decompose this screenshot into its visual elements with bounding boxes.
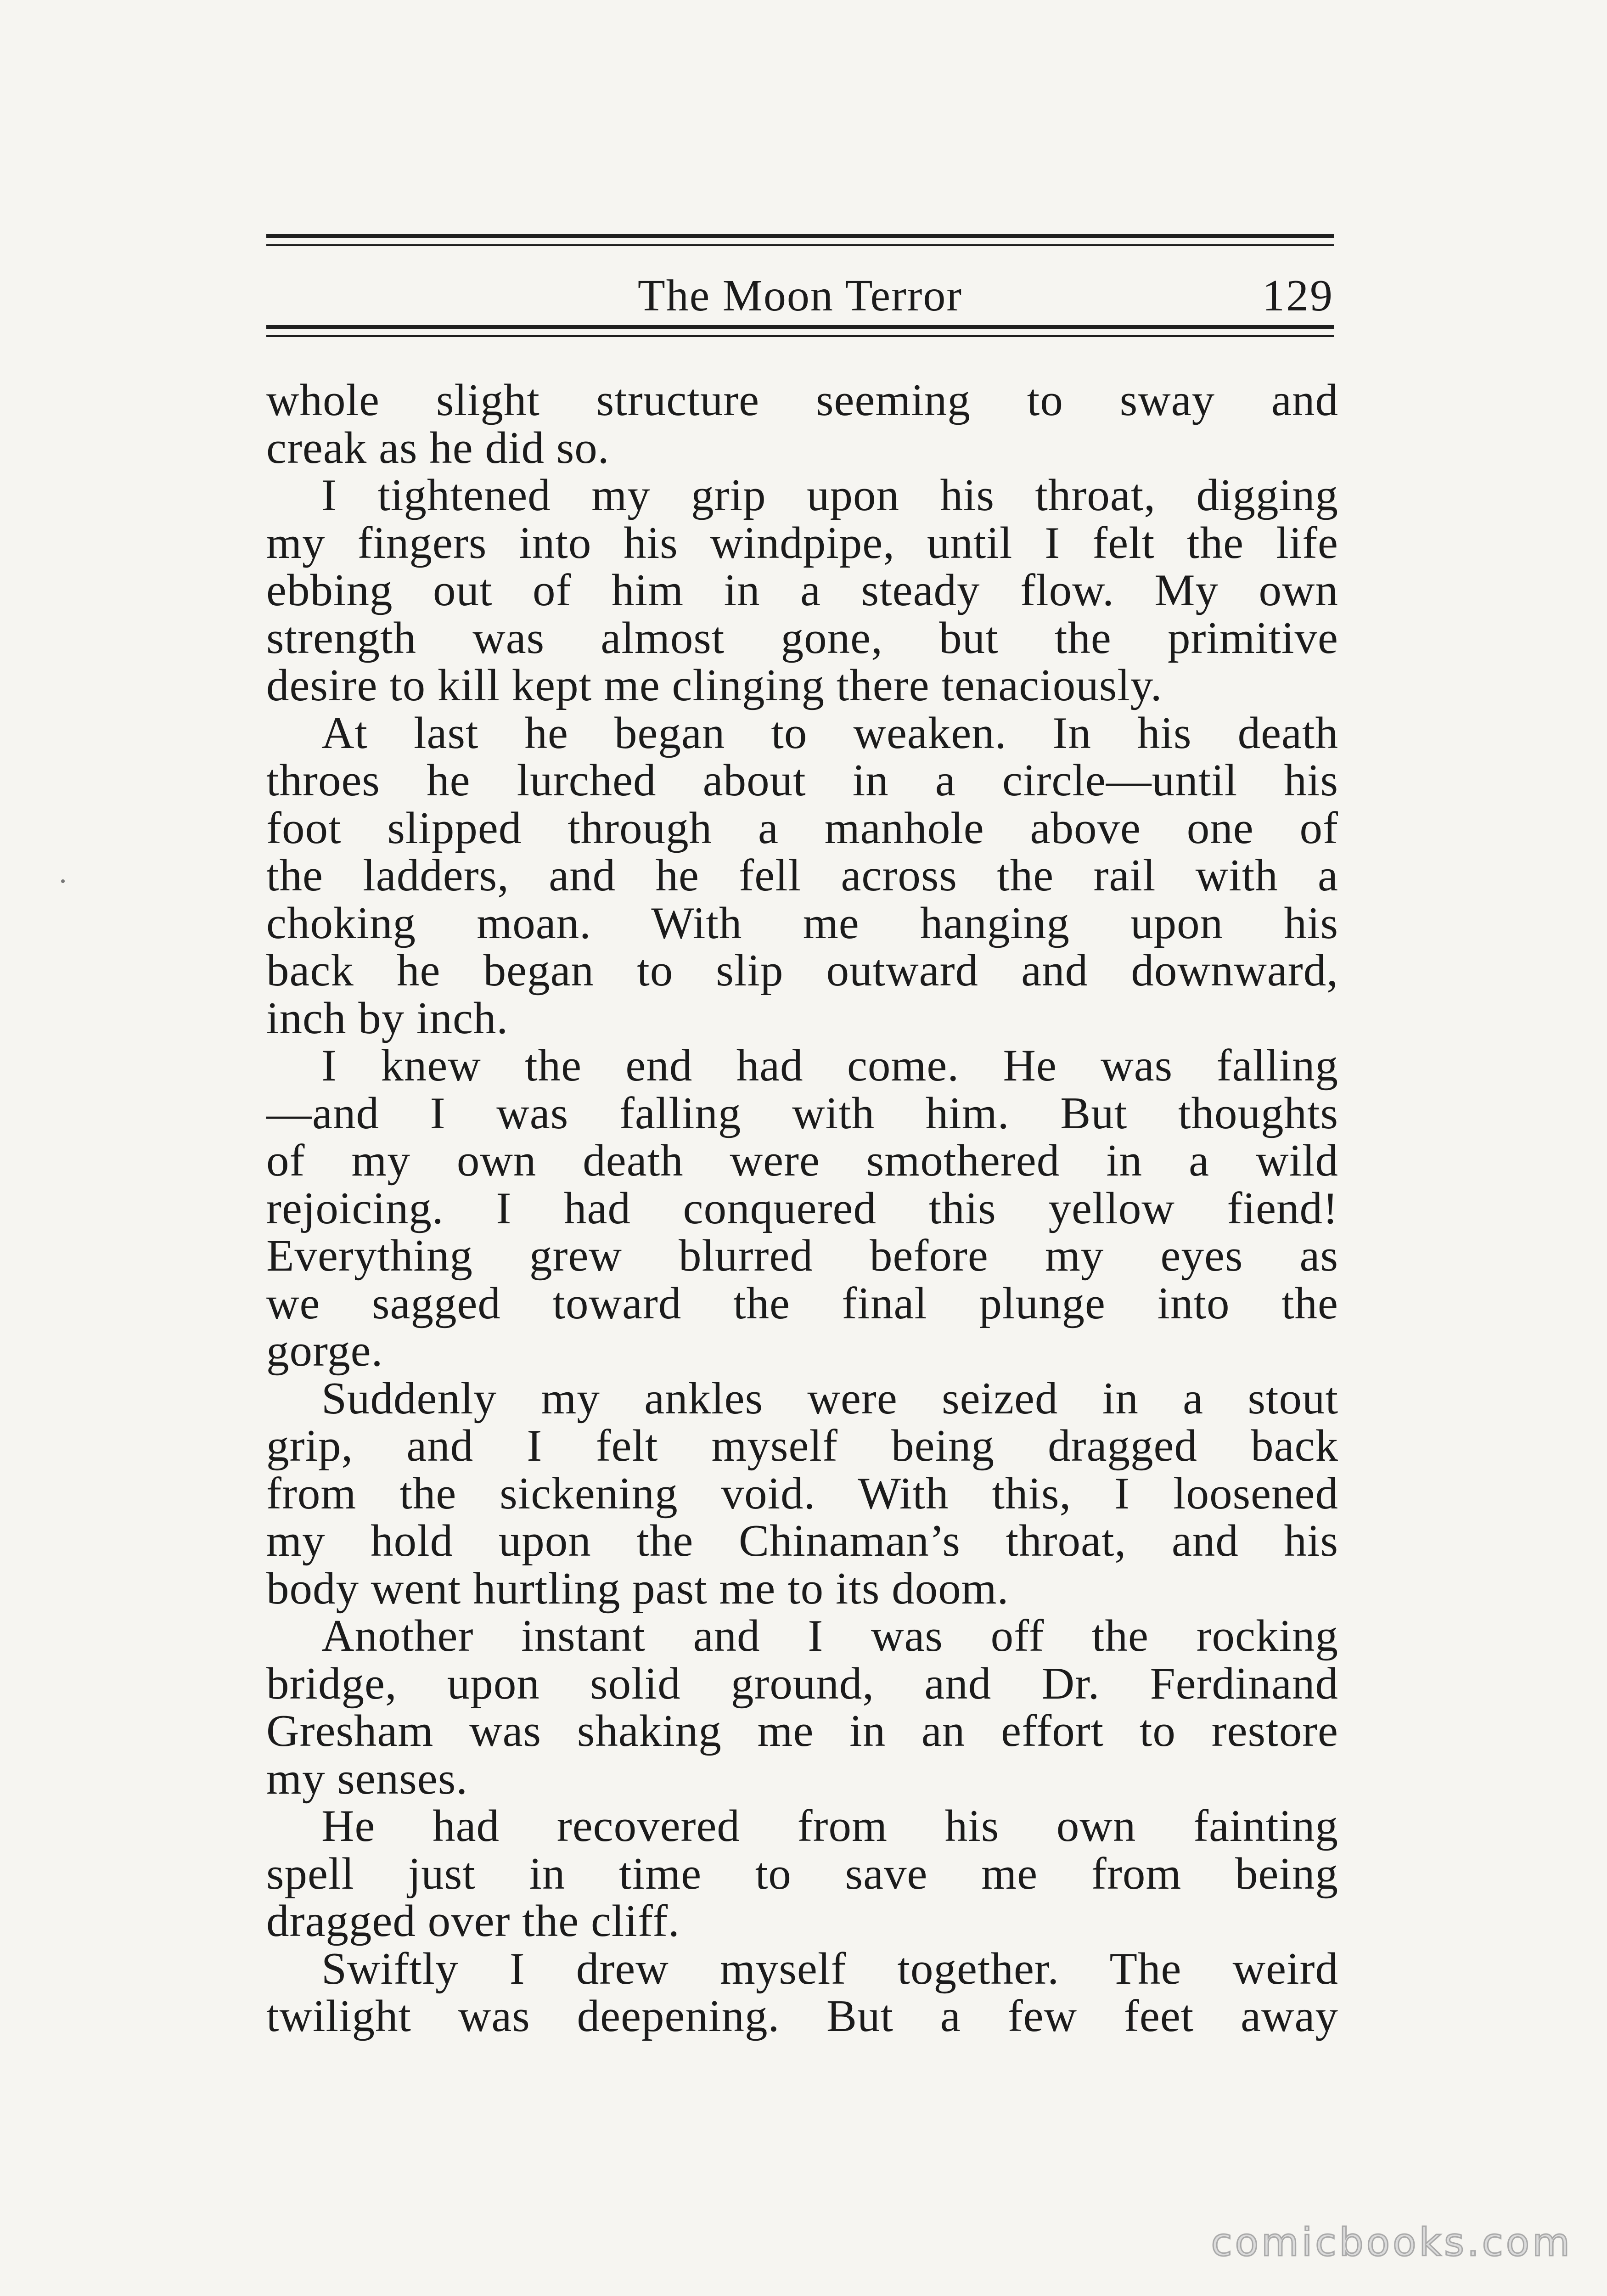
text-line: spell just in time to save me from being	[266, 1848, 1338, 1899]
text-line: Gresham was shaking me in an effort to restore	[266, 1706, 1338, 1756]
text-line: strength was almost gone, but the primitive	[266, 613, 1338, 663]
header-row	[266, 246, 1334, 325]
header-rule-thin	[266, 335, 1334, 337]
text-line: ebbing out of him in a steady flow. My own	[266, 565, 1338, 615]
paragraph	[266, 709, 1338, 1042]
paper-speck	[61, 879, 65, 883]
header-top-rules	[266, 234, 1334, 246]
page-number: 129	[1262, 271, 1334, 321]
paragraph	[266, 1945, 1338, 2040]
text-line: I knew the end had come. He was falling	[321, 1041, 1338, 1091]
text-line: inch by inch.	[266, 993, 509, 1043]
text-line: Another instant and I was off the rocking	[321, 1611, 1338, 1661]
body-text	[266, 377, 1338, 2040]
running-header	[266, 234, 1334, 337]
text-line: my senses.	[266, 1753, 468, 1804]
text-line: bridge, upon solid ground, and Dr. Ferdinand	[266, 1658, 1338, 1709]
text-line: grip, and I felt myself being dragged back	[266, 1421, 1338, 1471]
paragraph	[266, 1375, 1338, 1613]
text-line: rejoicing. I had conquered this yellow fiend!	[266, 1183, 1338, 1233]
paragraph	[266, 1042, 1338, 1375]
text-line: Suddenly my ankles were seized in a stout	[321, 1373, 1338, 1424]
text-line: dragged over the cliff.	[266, 1896, 680, 1946]
text-line: whole slight structure seeming to sway and	[266, 375, 1338, 425]
text-line: from the sickening void. With this, I loosened	[266, 1468, 1338, 1519]
paragraph	[266, 472, 1338, 709]
text-line: I tightened my grip upon his throat, digging	[321, 470, 1338, 520]
text-line: twilight was deepening. But a few feet away	[266, 1991, 1338, 2041]
paragraph	[266, 1802, 1338, 1945]
text-line: desire to kill kept me clinging there tenaciously.	[266, 660, 1163, 710]
text-line: back he began to slip outward and downward,	[266, 945, 1338, 996]
text-line: Everything grew blurred before my eyes as	[266, 1231, 1338, 1281]
text-line: —and I was falling with him. But thoughts	[266, 1088, 1338, 1138]
text-line: my fingers into his windpipe, until I felt the life	[266, 518, 1338, 568]
text-line: He had recovered from his own fainting	[321, 1801, 1338, 1851]
text-line: the ladders, and he fell across the rail with a	[266, 850, 1338, 900]
watermark-logo: comicbooks.com	[1211, 2220, 1573, 2265]
text-line: body went hurtling past me to its doom.	[266, 1563, 1009, 1614]
paragraph	[266, 1612, 1338, 1802]
text-line: my hold upon the Chinaman’s throat, and his	[266, 1516, 1338, 1566]
text-line: foot slipped through a manhole above one of	[266, 803, 1338, 853]
header-rule-thick	[266, 325, 1334, 329]
text-line: choking moan. With me hanging upon his	[266, 898, 1338, 948]
text-line: of my own death were smothered in a wild	[266, 1136, 1338, 1186]
running-title: The Moon Terror	[637, 271, 963, 321]
text-line: Swiftly I drew myself together. The weird	[321, 1943, 1338, 1994]
text-line: creak as he did so.	[266, 422, 610, 473]
header-bottom-rules	[266, 325, 1334, 337]
header-rule-thick	[266, 234, 1334, 238]
text-line: throes he lurched about in a circle—until his	[266, 755, 1338, 805]
paragraph	[266, 377, 1338, 472]
text-line: gorge.	[266, 1326, 383, 1376]
text-line: we sagged toward the final plunge into the	[266, 1278, 1338, 1328]
text-line: At last he began to weaken. In his death	[321, 708, 1338, 758]
